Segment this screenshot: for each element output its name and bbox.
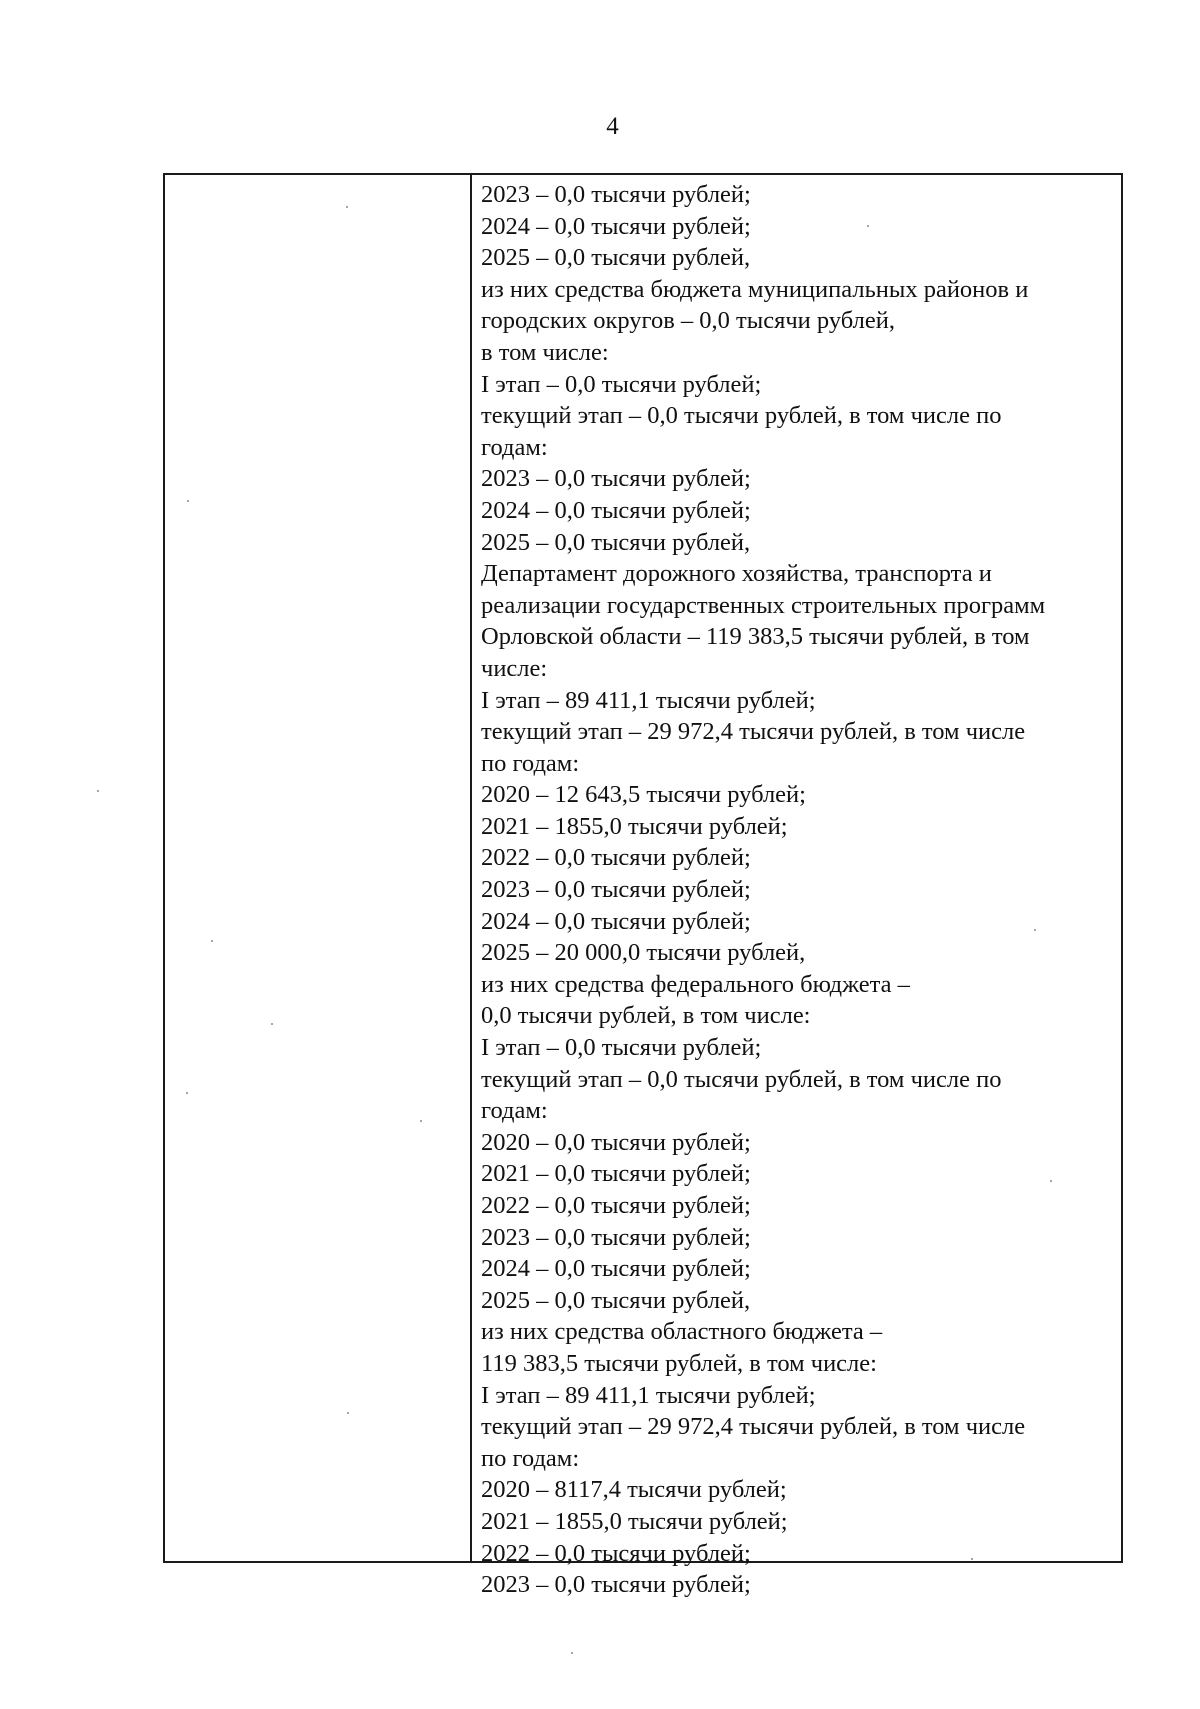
page-number: 4 (606, 113, 619, 140)
scan-speck (867, 225, 869, 227)
table-text-line: 2020 – 0,0 тысячи рублей; (481, 1128, 751, 1156)
table-text-line: Орловской области – 119 383,5 тысячи рублей, в том (481, 623, 1030, 651)
table-text-line: годам: (481, 433, 548, 461)
table-text-line: из них средства федерального бюджета – (481, 970, 910, 998)
table-text-line: 2020 – 12 643,5 тысячи рублей; (481, 781, 806, 809)
table-text-line: 2023 – 0,0 тысячи рублей; (481, 876, 751, 904)
table-text-line: 2025 – 0,0 тысячи рублей, (481, 244, 751, 272)
scan-speck (347, 1412, 349, 1414)
table-text-line: 2023 – 0,0 тысячи рублей; (481, 465, 751, 493)
table-text-line: по годам: (481, 749, 580, 777)
table-text-line: 119 383,5 тысячи рублей, в том числе: (481, 1349, 877, 1377)
scan-speck (97, 790, 99, 792)
table-text-line: 2025 – 0,0 тысячи рублей, (481, 1286, 751, 1314)
table-text-line: 2021 – 0,0 тысячи рублей; (481, 1160, 751, 1188)
table-text-line: текущий этап – 29 972,4 тысячи рублей, в том числе (481, 718, 1026, 746)
table-text-line: I этап – 0,0 тысячи рублей; (481, 1034, 762, 1062)
table-text-line: 2023 – 0,0 тысячи рублей; (481, 1571, 751, 1599)
table-text-line: 2025 – 20 000,0 тысячи рублей, (481, 939, 806, 967)
scan-speck (1050, 1180, 1052, 1182)
scan-speck (187, 500, 189, 502)
table-text-line: 2022 – 0,0 тысячи рублей; (481, 1539, 751, 1567)
table-text-line: текущий этап – 0,0 тысячи рублей, в том числе по (481, 402, 1002, 430)
table-text-line: из них средства областного бюджета – (481, 1318, 883, 1346)
table-text-line: 2022 – 0,0 тысячи рублей; (481, 1192, 751, 1219)
scan-speck (346, 206, 348, 208)
table-text-line: 2020 – 8117,4 тысячи рублей; (481, 1476, 787, 1504)
table-text-line: Департамент дорожного хозяйства, транспорта и (481, 560, 992, 588)
table-text-line: числе: (481, 654, 548, 682)
table-text-line: 0,0 тысячи рублей, в том числе: (481, 1002, 811, 1030)
table-text-line: по годам: (481, 1444, 580, 1472)
table-text-line: реализации государственных строительных программ (481, 591, 1046, 619)
table-left-cell (165, 175, 472, 1561)
table-text-line: годам: (481, 1097, 548, 1125)
table-text-line: из них средства бюджета муниципальных районов и (481, 275, 1029, 303)
table-text-line: текущий этап – 29 972,4 тысячи рублей, в том числе (481, 1413, 1026, 1441)
table-text-line: I этап – 89 411,1 тысячи рублей; (481, 1381, 816, 1409)
table-text-line: 2021 – 1855,0 тысячи рублей; (481, 1507, 788, 1535)
table-text-line: 2021 – 1855,0 тысячи рублей; (481, 812, 788, 840)
table-text-line: 2023 – 0,0 тысячи рублей; (481, 181, 751, 208)
table-text-line: 2024 – 0,0 тысячи рублей; (481, 907, 751, 935)
funding-table (163, 173, 1123, 1599)
scan-speck (971, 1558, 973, 1560)
table-text-line: городских округов – 0,0 тысячи рублей, (481, 307, 895, 335)
table-text-line: 2022 – 0,0 тысячи рублей; (481, 844, 751, 872)
scan-speck (211, 940, 213, 942)
scan-speck (186, 1092, 188, 1094)
table-text-line: текущий этап – 0,0 тысячи рублей, в том числе по (481, 1065, 1002, 1093)
scan-speck (571, 1652, 573, 1654)
table-text-line: 2024 – 0,0 тысячи рублей; (481, 1255, 751, 1283)
scan-speck (420, 1120, 422, 1122)
table-text-line: 2024 – 0,0 тысячи рублей; (481, 496, 751, 524)
table-text-line: 2024 – 0,0 тысячи рублей; (481, 212, 751, 240)
table-text-line: I этап – 0,0 тысячи рублей; (481, 370, 762, 398)
table-text-line: I этап – 89 411,1 тысячи рублей; (481, 686, 816, 714)
scan-speck (271, 1023, 273, 1025)
table-right-cell (472, 175, 1121, 1599)
table-text-line: в том числе: (481, 338, 609, 366)
table-text-line: 2023 – 0,0 тысячи рублей; (481, 1223, 751, 1251)
scan-speck (1034, 929, 1036, 931)
table-text-line: 2025 – 0,0 тысячи рублей, (481, 528, 751, 556)
